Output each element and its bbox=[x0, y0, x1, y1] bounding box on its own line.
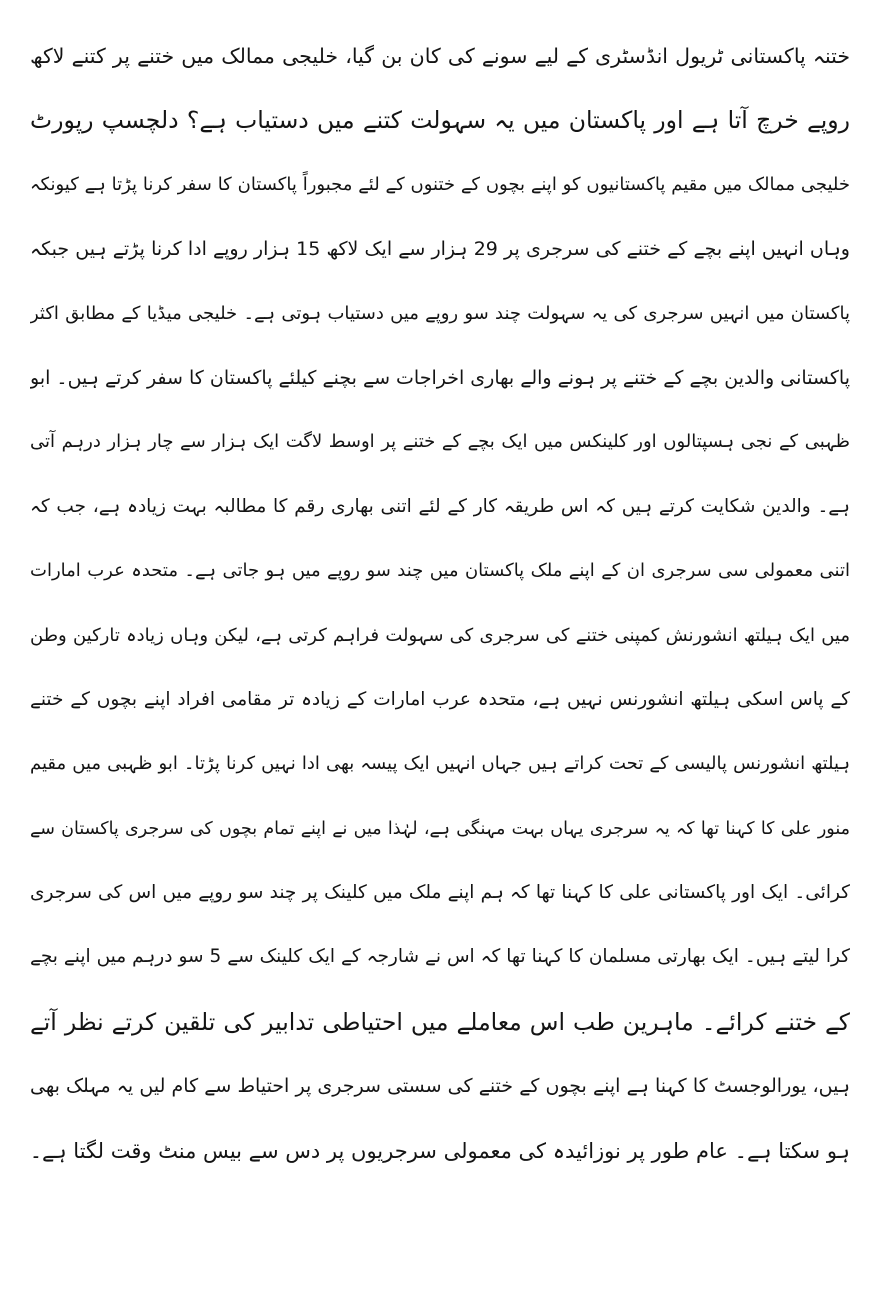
article-body bbox=[30, 24, 850, 1183]
body-line-11: منور علی کا کہنا تھا کہ یہ سرجری یہاں بہت مہنگی ہے، لہٰذا میں نے اپنے تمام بچوں کی سرجری پاکستان سے bbox=[30, 818, 850, 839]
body-line-13: کرا لیتے ہیں۔ ایک بھارتی مسلمان کا کہنا تھا کہ اس نے شارجہ کے ایک کلینک سے 5 سو درہم میں اپنے بچے bbox=[30, 946, 850, 968]
body-line-5: ظہبی کے نجی ہسپتالوں اور کلینکس میں ایک بچے کے ختنے پر اوسط لاگت ایک ہزار سے چار ہزار درہم آتی bbox=[30, 431, 850, 453]
body-line-8: میں ایک ہیلتھ انشورنش کمپنی ختنے کی سرجری کی سہولت فراہم کرتی ہے، لیکن وہاں زیادہ تارکین وطن bbox=[30, 624, 850, 646]
body-line-4: پاکستانی والدین بچے کے ختنے پر ہونے والے بھاری اخراجات سے بچنے کیلئے پاکستان کا سفر کرتے ہیں۔ ابو bbox=[30, 366, 850, 389]
body-line-2: وہاں انہیں اپنے بچے کے ختنے کی سرجری پر 29 ہزار سے ایک لاکھ 15 ہزار روپے ادا کرنا پڑتے ہیں جبکہ bbox=[30, 238, 850, 261]
body-line-14: کے ختنے کرائے۔ ماہرین طب اس معاملے میں احتیاطی تدابیر کی تلقین کرتے نظر آتے bbox=[30, 1007, 850, 1036]
body-line-9: کے پاس اسکی ہیلتھ انشورنس نہیں ہے، متحدہ عرب امارات کے زیادہ تر مقامی افراد اپنے بچوں کے ختنے bbox=[30, 688, 850, 710]
body-line-16: ہو سکتا ہے۔ عام طور پر نوزائیدہ کی معمولی سرجریوں پر دس سے بیس منٹ وقت لگتا ہے۔ bbox=[30, 1138, 850, 1163]
body-line-1: خلیجی ممالک میں مقیم پاکستانیوں کو اپنے بچوں کے ختنوں کے لئے مجبوراً پاکستان کا سفر کرنا پڑتا ہے کیونکہ bbox=[30, 173, 850, 195]
body-line-12: کرائی۔ ایک اور پاکستانی علی کا کہنا تھا کہ ہم اپنے ملک میں کلینک پر چند سو روپے میں اس کی سرجری bbox=[30, 882, 850, 904]
headline-line-1: ختنہ پاکستانی ٹریول انڈسٹری کے لیے سونے کی کان بن گیا، خلیجی ممالک میں ختنے پر کتنے لاکھ bbox=[30, 44, 850, 68]
body-line-7: اتنی معمولی سی سرجری ان کے اپنے ملک پاکستان میں چند سو روپے میں ہو جاتی ہے۔ متحدہ عرب امارات bbox=[30, 560, 850, 582]
body-line-6: ہے۔ والدین شکایت کرتے ہیں کہ اس طریقہ کار کے لئے اتنی بھاری رقم کا مطالبہ بہت زیادہ ہے، جب کہ bbox=[30, 495, 850, 517]
body-line-10: ہیلتھ انشورنس پالیسی کے تحت کراتے ہیں جہاں انہیں ایک پیسہ بھی ادا نہیں کرنا پڑتا۔ ابو ظہبی میں مقیم bbox=[30, 753, 850, 775]
headline-line-2: روپے خرچ آتا ہے اور پاکستان میں یہ سہولت کتنے میں دستیاب ہے؟ دلچسپ رپورٹ bbox=[30, 106, 850, 135]
body-line-3: پاکستان میں انہیں سرجری کی یہ سہولت چند سو روپے میں دستیاب ہوتی ہے۔ خلیجی میڈیا کے مطابق اکثر bbox=[30, 302, 850, 324]
body-line-15: ہیں، یورالوجسٹ کا کہنا ہے اپنے بچوں کے ختنے کی سستی سرجری پر احتیاط سے کام لیں یہ مہلک بھی bbox=[30, 1075, 850, 1098]
